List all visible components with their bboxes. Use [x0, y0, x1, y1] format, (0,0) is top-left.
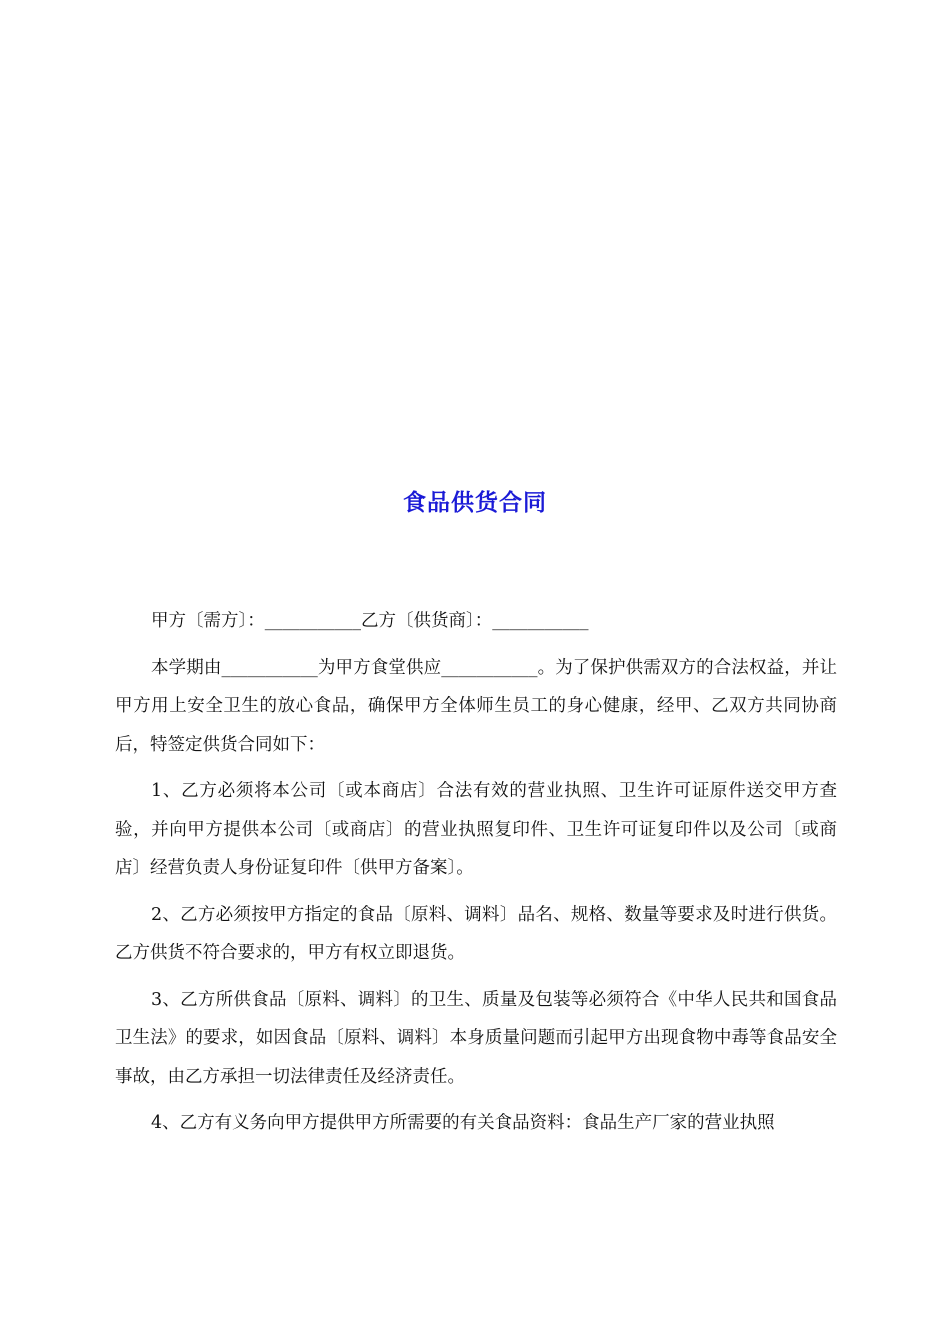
- paragraph-intro: 本学期由___________为甲方食堂供应___________。为了保护供需双方的合法权益，并让甲方用上安全卫生的放心食品，确保甲方全体师生员工的身心健康，经甲、乙双方共同协商后，特签定供货合同如下：: [115, 657, 837, 755]
- paragraph-clause-1: 1、乙方必须将本公司〔或本商店〕合法有效的营业执照、卫生许可证原件送交甲方查验，并向甲方提供本公司〔或商店〕的营业执照复印件、卫生许可证复印件以及公司〔或商店〕经营负责人身份证复印件〔供甲方备案〕。: [115, 781, 837, 878]
- paragraph-clause-3: 3、乙方所供食品〔原料、调料〕的卫生、质量及包装等必须符合《中华人民共和国食品卫生法》的要求，如因食品〔原料、调料〕本身质量问题而引起甲方出现食物中毒等食品安全事故，由乙方承担一切法律责任及经济责任。: [115, 989, 837, 1087]
- document-title: 食品供货合同: [403, 490, 547, 516]
- paragraph-parties: 甲方〔需方〕：___________乙方〔供货商〕：___________: [151, 611, 589, 631]
- paragraph-clause-4: 4、乙方有义务向甲方提供甲方所需要的有关食品资料：食品生产厂家的营业执照: [151, 1113, 775, 1133]
- document-body: [115, 602, 837, 1151]
- paragraph-clause-2: 2、乙方必须按甲方指定的食品〔原料、调料〕品名、规格、数量等要求及时进行供货。乙方供货不符合要求的，甲方有权立即退货。: [115, 904, 837, 963]
